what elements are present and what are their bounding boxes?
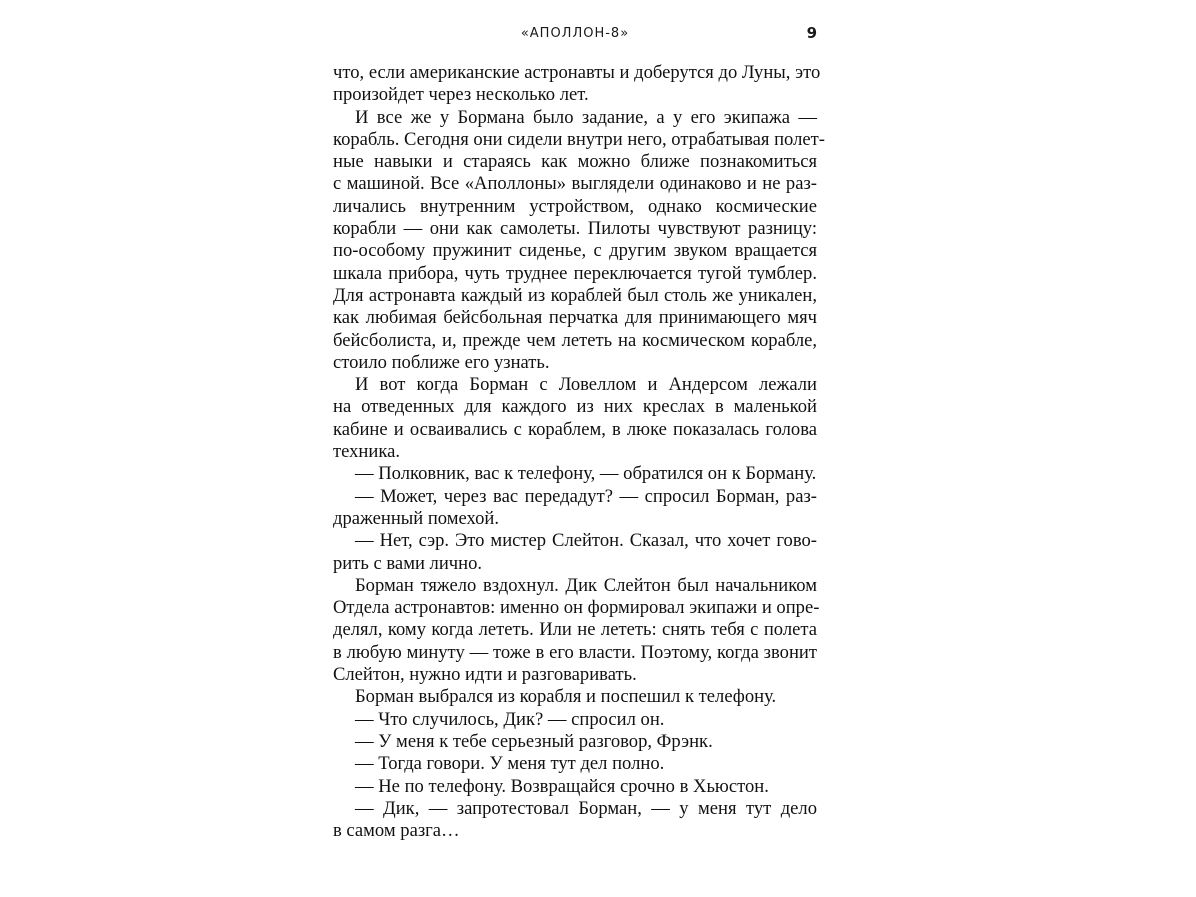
text-line: техника. — [333, 441, 400, 463]
text-line: Отдела астронавтов: именно он формировал экипажи и опре- — [333, 597, 820, 619]
running-title: «АПОЛЛОН-8» — [520, 26, 630, 41]
text-line: рить с вами лично. — [333, 552, 483, 574]
text-line: с машиной. Все «Аполлоны» выглядели одинаково и не раз- — [333, 173, 817, 195]
text-line: произойдет через несколько лет. — [333, 84, 589, 106]
text-line: — Нет, сэр. Это мистер Слейтон. Сказал, что хочет гово- — [355, 530, 817, 552]
text-line: Для астронавта каждый из кораблей был столь же уникален, — [333, 284, 817, 306]
text-line: что, если американские астронавты и доберутся до Луны, это — [333, 62, 821, 83]
running-head — [333, 24, 817, 46]
text-line: в любую минуту — тоже в его власти. Поэтому, когда звонит — [333, 641, 817, 663]
text-line: кабине и осваивались с кораблем, в люке показалась голова — [333, 418, 817, 440]
body-text — [333, 62, 825, 842]
text-line: ные навыки и стараясь как можно ближе познакомиться — [333, 151, 817, 173]
text-line: драженный помехой. — [333, 507, 500, 529]
text-line: в самом разга… — [333, 820, 460, 842]
text-line: И все же у Бормана было задание, а у его экипажа — — [355, 106, 817, 128]
text-line: — Тогда говори. У меня тут дел полно. — [355, 753, 665, 775]
text-line: И вот когда Борман с Ловеллом и Андерсом лежали — [355, 374, 817, 396]
text-line: — Не по телефону. Возвращайся срочно в Хьюстон. — [355, 775, 769, 797]
text-line: — Дик, — запротестовал Борман, — у меня тут дело — [355, 797, 817, 819]
page-number: 9 — [806, 24, 817, 42]
text-line: бейсболиста, и, прежде чем лететь на космическом корабле, — [333, 329, 817, 351]
text-line: Борман выбрался из корабля и поспешил к телефону. — [355, 686, 777, 708]
text-line: по-особому пружинит сиденье, с другим звуком вращается — [333, 240, 817, 262]
text-line: — У меня к тебе серьезный разговор, Фрэнк. — [355, 730, 713, 752]
text-line: корабли — они как самолеты. Пилоты чувствуют разницу: — [333, 218, 817, 240]
text-line: — Что случилось, Дик? — спросил он. — [355, 708, 665, 730]
text-line: — Полковник, вас к телефону, — обратился он к Борману. — [355, 463, 817, 485]
text-line: корабль. Сегодня они сидели внутри него, отрабатывая полет- — [333, 128, 825, 150]
text-line: стоило поближе его узнать. — [333, 351, 550, 373]
text-line: — Может, через вас передадут? — спросил Борман, раз- — [355, 485, 817, 507]
text-line: на отведенных для каждого из них креслах в маленькой — [333, 396, 817, 418]
text-line: шкала прибора, чуть труднее переключается тугой тумблер. — [333, 262, 817, 284]
text-line: Борман тяжело вздохнул. Дик Слейтон был начальником — [355, 574, 817, 596]
text-line: личались внутренним устройством, однако космические — [333, 195, 817, 217]
text-line: Слейтон, нужно идти и разговаривать. — [333, 664, 637, 686]
text-line: делял, кому когда лететь. Или не лететь: снять тебя с полета — [333, 619, 817, 641]
text-line: как любимая бейсбольная перчатка для принимающего мяч — [333, 307, 817, 329]
